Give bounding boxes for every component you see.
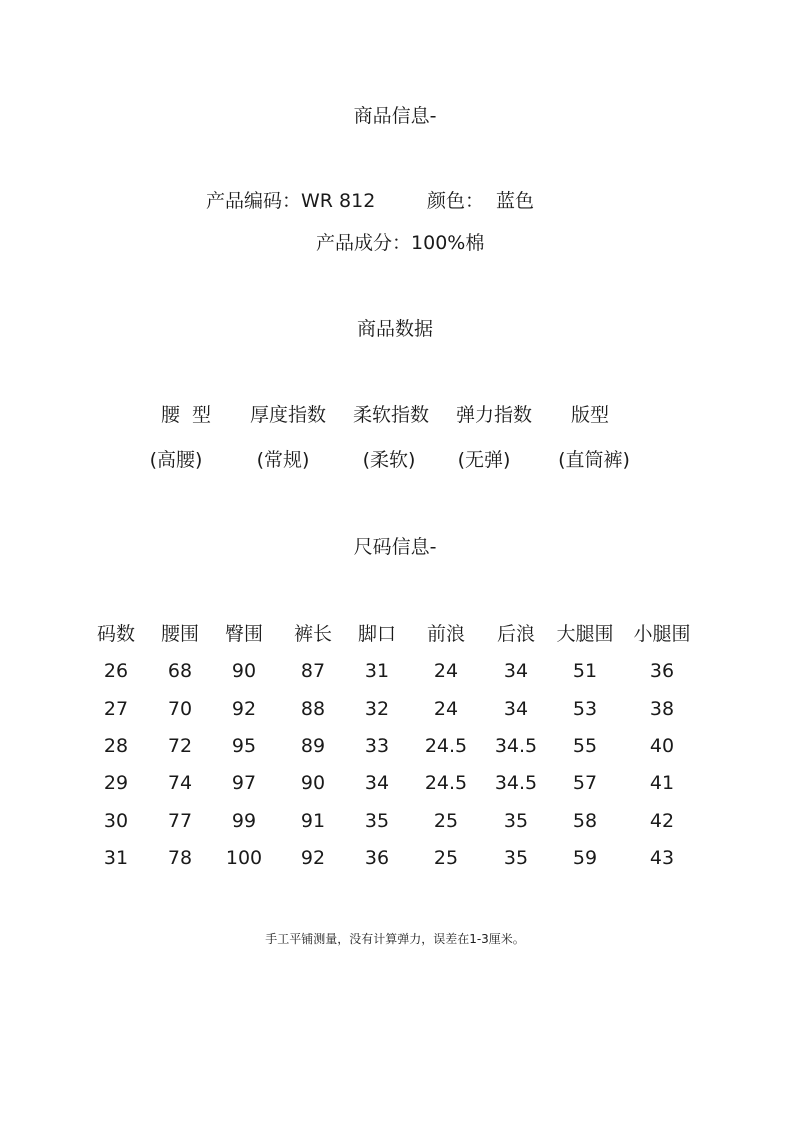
size-cell-size: 26 <box>103 660 129 682</box>
size-header-size: 码数 <box>96 623 136 645</box>
size-cell-calf: 43 <box>649 847 675 869</box>
size-cell-leg-opening: 35 <box>364 810 390 832</box>
size-cell-hip: 97 <box>231 772 257 794</box>
size-cell-front-rise: 24.5 <box>424 772 468 794</box>
size-cell-thigh: 58 <box>572 810 598 832</box>
size-cell-calf: 42 <box>649 810 675 832</box>
size-cell-leg-opening: 31 <box>364 660 390 682</box>
size-cell-waist: 77 <box>167 810 193 832</box>
size-cell-leg-opening: 32 <box>364 698 390 720</box>
size-cell-size: 28 <box>103 735 129 757</box>
size-cell-length: 89 <box>300 735 326 757</box>
attribute-value-stretch: (无弹) <box>457 449 511 471</box>
size-cell-length: 87 <box>300 660 326 682</box>
size-cell-front-rise: 25 <box>433 810 459 832</box>
product-composition-line <box>316 228 484 255</box>
size-cell-waist: 78 <box>167 847 193 869</box>
product-composition-label: 产品成分： <box>316 232 412 254</box>
size-cell-leg-opening: 33 <box>364 735 390 757</box>
size-cell-waist: 70 <box>167 698 193 720</box>
size-cell-back-rise: 34.5 <box>494 772 538 794</box>
size-header-waist: 腰围 <box>160 623 200 645</box>
attribute-label-stretch: 弹力指数 <box>455 404 533 426</box>
size-cell-thigh: 53 <box>572 698 598 720</box>
size-cell-back-rise: 34 <box>503 660 529 682</box>
product-code-line <box>206 186 375 213</box>
measurement-note: 手工平铺测量，没有计算弹力，误差在1-3厘米。 <box>265 932 525 946</box>
size-cell-waist: 68 <box>167 660 193 682</box>
size-cell-front-rise: 25 <box>433 847 459 869</box>
size-cell-calf: 38 <box>649 698 675 720</box>
size-header-front-rise: 前浪 <box>426 623 466 645</box>
size-cell-leg-opening: 36 <box>364 847 390 869</box>
size-cell-size: 30 <box>103 810 129 832</box>
size-cell-waist: 74 <box>167 772 193 794</box>
size-cell-thigh: 59 <box>572 847 598 869</box>
product-color-line <box>427 186 534 213</box>
attribute-label-softness: 柔软指数 <box>352 404 430 426</box>
size-cell-calf: 36 <box>649 660 675 682</box>
attribute-label-thickness: 厚度指数 <box>249 404 327 426</box>
size-header-leg-opening: 脚口 <box>357 623 397 645</box>
size-cell-back-rise: 35 <box>503 810 529 832</box>
size-cell-thigh: 57 <box>572 772 598 794</box>
size-header-hip: 臀围 <box>224 623 264 645</box>
attribute-value-softness: (柔软) <box>362 449 416 471</box>
data-title: 商品数据 <box>356 318 433 340</box>
size-cell-size: 29 <box>103 772 129 794</box>
size-cell-length: 91 <box>300 810 326 832</box>
info-title: 商品信息- <box>353 105 437 127</box>
size-cell-back-rise: 34 <box>503 698 529 720</box>
size-header-length: 裤长 <box>293 623 333 645</box>
size-cell-calf: 40 <box>649 735 675 757</box>
product-code-label: 产品编码： <box>206 190 302 212</box>
size-cell-size: 27 <box>103 698 129 720</box>
attribute-label-waist: 腰 型 <box>160 404 212 426</box>
size-cell-back-rise: 34.5 <box>494 735 538 757</box>
size-cell-calf: 41 <box>649 772 675 794</box>
size-cell-hip: 90 <box>231 660 257 682</box>
size-cell-hip: 99 <box>231 810 257 832</box>
size-cell-back-rise: 35 <box>503 847 529 869</box>
attribute-value-fit: (直筒裤) <box>558 449 630 471</box>
size-cell-size: 31 <box>103 847 129 869</box>
size-cell-leg-opening: 34 <box>364 772 390 794</box>
size-cell-front-rise: 24 <box>433 698 459 720</box>
product-composition-value: 100%棉 <box>411 232 485 254</box>
size-header-thigh: 大腿围 <box>556 623 614 645</box>
size-cell-length: 88 <box>300 698 326 720</box>
size-cell-waist: 72 <box>167 735 193 757</box>
size-header-calf: 小腿围 <box>633 623 691 645</box>
size-cell-length: 90 <box>300 772 326 794</box>
product-color-label: 颜色： <box>427 190 485 212</box>
size-cell-length: 92 <box>300 847 326 869</box>
product-code-value: WR 812 <box>301 190 376 212</box>
size-cell-thigh: 51 <box>572 660 598 682</box>
size-header-back-rise: 后浪 <box>496 623 536 645</box>
size-cell-hip: 100 <box>225 847 263 869</box>
attribute-value-waist: (高腰) <box>149 449 203 471</box>
attribute-label-fit: 版型 <box>570 404 610 426</box>
product-color-value: 蓝色 <box>496 190 535 212</box>
attribute-value-thickness: (常规) <box>256 449 310 471</box>
size-title: 尺码信息- <box>353 536 437 558</box>
size-cell-front-rise: 24.5 <box>424 735 468 757</box>
size-cell-hip: 92 <box>231 698 257 720</box>
size-cell-front-rise: 24 <box>433 660 459 682</box>
size-cell-hip: 95 <box>231 735 257 757</box>
size-cell-thigh: 55 <box>572 735 598 757</box>
